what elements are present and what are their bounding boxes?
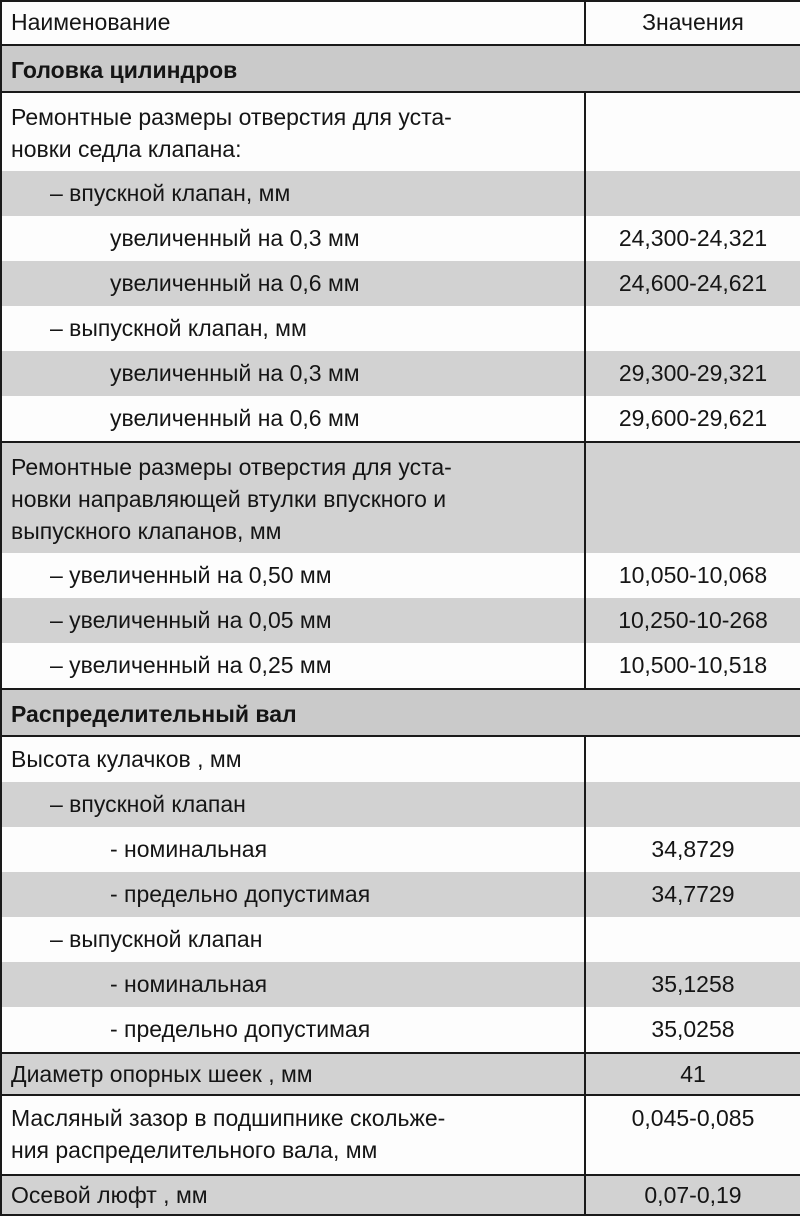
value-cell xyxy=(585,442,800,689)
row-value xyxy=(586,306,800,351)
section-title: Головка цилиндров xyxy=(11,57,238,83)
row-label: – увеличенный на 0,05 мм xyxy=(2,598,584,643)
value-cell xyxy=(585,1175,800,1215)
row-value xyxy=(586,782,800,827)
header-value: Значения xyxy=(642,9,744,35)
row-value: 0,07-0,19 xyxy=(644,1182,742,1208)
section-title: Распределительный вал xyxy=(11,701,297,727)
value-cell xyxy=(585,1053,800,1095)
row-value xyxy=(586,171,800,216)
header-name-cell xyxy=(1,1,585,45)
group-heading-line: выпускного клапанов, мм xyxy=(11,518,282,544)
group-heading-value-blank xyxy=(586,737,800,782)
header-row xyxy=(1,1,800,45)
row-label: увеличенный на 0,6 мм xyxy=(2,261,584,306)
label-cell xyxy=(1,1095,585,1175)
row-value: 29,600-29,621 xyxy=(618,405,768,431)
value-cell xyxy=(585,1095,800,1175)
row-value: 34,7729 xyxy=(586,872,800,917)
row-label: – увеличенный на 0,25 мм xyxy=(50,652,332,678)
row-label-line: ния распределительного вала, мм xyxy=(11,1137,378,1163)
row-value: 35,0258 xyxy=(651,1016,735,1042)
header-name: Наименование xyxy=(11,9,171,35)
row-label: – впускной клапан, мм xyxy=(2,171,584,216)
row-label: увеличенный на 0,3 мм xyxy=(110,225,360,251)
row-label: – впускной клапан xyxy=(2,782,584,827)
label-cell xyxy=(1,92,585,442)
row-value: 41 xyxy=(680,1061,706,1087)
row-value: 29,300-29,321 xyxy=(586,351,800,396)
row-label: – выпускной клапан xyxy=(50,926,263,952)
row-value xyxy=(586,917,800,962)
label-cell xyxy=(1,1053,585,1095)
row-value: 24,600-24,621 xyxy=(586,261,800,306)
value-cell xyxy=(585,92,800,442)
group-heading-line: новки седла клапана: xyxy=(11,136,242,162)
row-value: 10,250-10-268 xyxy=(586,598,800,643)
row-label-line: Масляный зазор в подшипнике скольже- xyxy=(11,1105,446,1131)
group-heading-line: новки направляющей втулки впускного и xyxy=(11,486,447,512)
section-title-cell xyxy=(1,45,800,92)
table-row xyxy=(1,1175,800,1215)
section-row-camshaft xyxy=(1,689,800,736)
row-value: 10,050-10,068 xyxy=(618,562,768,588)
section-row-cylinder-head xyxy=(1,45,800,92)
group-heading xyxy=(2,93,584,171)
row-label: – выпускной клапан, мм xyxy=(50,315,307,341)
table-row xyxy=(1,92,800,442)
row-label: - номинальная xyxy=(110,836,268,862)
group-heading-value-blank xyxy=(586,443,800,553)
header-value-cell xyxy=(585,1,800,45)
row-label: Осевой люфт , мм xyxy=(11,1182,208,1208)
table-row xyxy=(1,1053,800,1095)
row-label: - номинальная xyxy=(2,962,584,1007)
row-label: – увеличенный на 0,50 мм xyxy=(50,562,332,588)
label-cell xyxy=(1,1175,585,1215)
row-label: Диаметр опорных шеек , мм xyxy=(11,1061,313,1087)
row-value: 24,300-24,321 xyxy=(618,225,768,251)
row-label: - предельно допустимая xyxy=(2,872,584,917)
row-label: увеличенный на 0,6 мм xyxy=(110,405,360,431)
table-row xyxy=(1,736,800,1053)
group-heading-line: Ремонтные размеры отверстия для уста- xyxy=(11,104,452,130)
row-label: увеличенный на 0,3 мм xyxy=(2,351,584,396)
label-cell xyxy=(1,736,585,1053)
group-heading xyxy=(2,443,584,553)
row-value: 35,1258 xyxy=(586,962,800,1007)
table-row xyxy=(1,442,800,689)
group-heading: Высота кулачков , мм xyxy=(11,746,242,772)
group-heading-line: Ремонтные размеры отверстия для уста- xyxy=(11,454,452,480)
row-value: 10,500-10,518 xyxy=(618,652,768,678)
row-value: 34,8729 xyxy=(651,836,735,862)
value-cell xyxy=(585,736,800,1053)
row-label xyxy=(2,1096,584,1174)
row-label: - предельно допустимая xyxy=(110,1016,371,1042)
row-value: 0,045-0,085 xyxy=(631,1105,755,1131)
section-title-cell xyxy=(1,689,800,736)
table-row xyxy=(1,1095,800,1175)
group-heading-value-blank xyxy=(586,93,800,171)
label-cell xyxy=(1,442,585,689)
